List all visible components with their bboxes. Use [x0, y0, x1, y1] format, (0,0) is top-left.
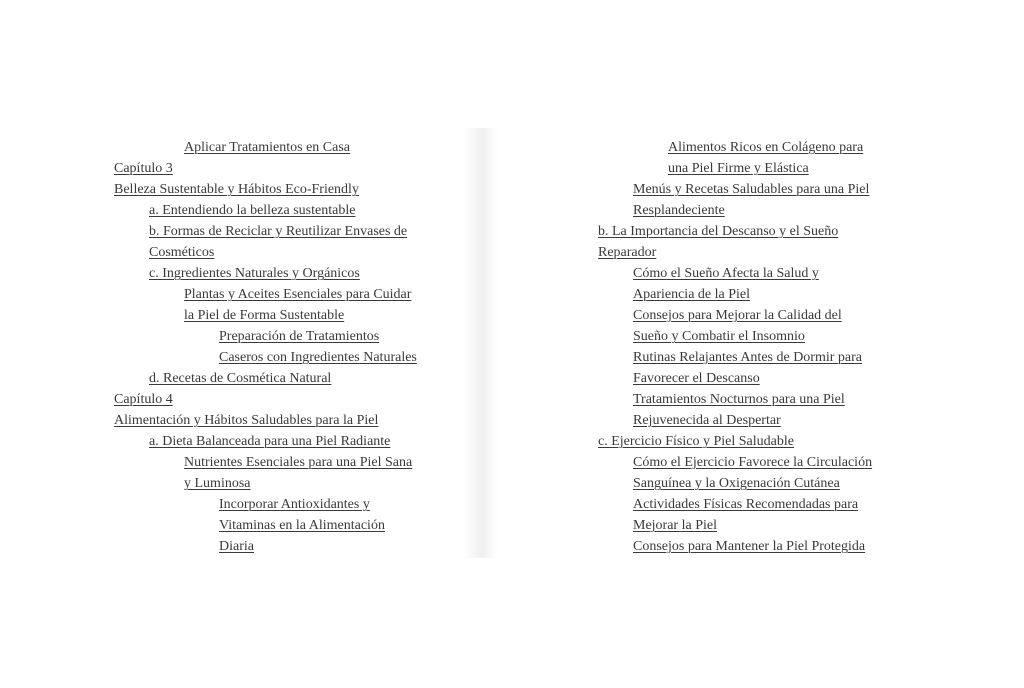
toc-entry [114, 515, 459, 536]
toc-entry [114, 473, 459, 494]
toc-link[interactable]: Cómo el Sueño Afecta la Salud y [633, 266, 819, 281]
toc-entry [598, 389, 913, 410]
toc-link[interactable]: Incorporar Antioxidantes y [219, 497, 370, 512]
toc-entry [598, 179, 913, 200]
toc-entry [598, 200, 913, 221]
toc-link[interactable]: Diaria [219, 539, 254, 554]
toc-entry [114, 326, 459, 347]
page-gutter-shadow [462, 128, 498, 558]
toc-link[interactable]: Consejos para Mejorar la Calidad del [633, 308, 842, 323]
toc-entry [114, 431, 459, 452]
toc-link[interactable]: Cómo el Ejercicio Favorece la Circulación [633, 455, 873, 470]
toc-link[interactable]: Sanguínea y la Oxigenación Cutánea [633, 476, 840, 491]
toc-link[interactable]: a. Dieta Balanceada para una Piel Radiante [149, 434, 391, 449]
toc-link[interactable]: Plantas y Aceites Esenciales para Cuidar [184, 287, 412, 302]
toc-entry [114, 389, 459, 410]
toc-entry [598, 242, 913, 263]
toc-link[interactable]: Reparador [598, 245, 657, 260]
toc-entry [598, 284, 913, 305]
toc-link[interactable]: Consejos para Mantener la Piel Protegida [633, 539, 866, 554]
toc-left-page [114, 137, 459, 557]
toc-entry [114, 368, 459, 389]
toc-link[interactable]: d. Recetas de Cosmética Natural [149, 371, 332, 386]
toc-entry [598, 158, 913, 179]
toc-link[interactable]: Capítulo 4 [114, 392, 173, 407]
toc-entry [114, 221, 459, 242]
toc-link[interactable]: Rejuvenecida al Despertar [633, 413, 781, 428]
toc-link[interactable]: Nutrientes Esenciales para una Piel Sana [184, 455, 413, 470]
toc-right-page [598, 137, 913, 557]
toc-entry [114, 347, 459, 368]
toc-link[interactable]: la Piel de Forma Sustentable [184, 308, 345, 323]
toc-entry [598, 137, 913, 158]
toc-entry [114, 284, 459, 305]
toc-entry [114, 494, 459, 515]
toc-link[interactable]: c. Ejercicio Físico y Piel Saludable [598, 434, 794, 449]
toc-entry [598, 494, 913, 515]
toc-entry [598, 452, 913, 473]
toc-entry [598, 536, 913, 557]
toc-entry [114, 452, 459, 473]
toc-link[interactable]: Tratamientos Nocturnos para una Piel [633, 392, 845, 407]
toc-entry [598, 347, 913, 368]
toc-link[interactable]: Mejorar la Piel [633, 518, 717, 533]
toc-link[interactable]: Aplicar Tratamientos en Casa [184, 140, 351, 155]
toc-entry [114, 305, 459, 326]
toc-link[interactable]: una Piel Firme y Elástica [668, 161, 809, 176]
toc-entry [114, 200, 459, 221]
toc-link[interactable]: Rutinas Relajantes Antes de Dormir para [633, 350, 862, 365]
toc-link[interactable]: y Luminosa [184, 476, 251, 491]
toc-link[interactable]: Capítulo 3 [114, 161, 173, 176]
toc-entry [114, 263, 459, 284]
toc-link[interactable]: b. La Importancia del Descanso y el Sueño [598, 224, 839, 239]
toc-entry [114, 410, 459, 431]
toc-entry [598, 368, 913, 389]
toc-entry [114, 137, 459, 158]
toc-link[interactable]: Alimentos Ricos en Colágeno para [668, 140, 864, 155]
toc-link[interactable]: Menús y Recetas Saludables para una Piel [633, 182, 870, 197]
toc-entry [114, 242, 459, 263]
toc-entry [114, 158, 459, 179]
toc-entry [598, 305, 913, 326]
toc-link[interactable]: Actividades Físicas Recomendadas para [633, 497, 859, 512]
toc-link[interactable]: Vitaminas en la Alimentación [219, 518, 385, 533]
toc-link[interactable]: Belleza Sustentable y Hábitos Eco-Friendly [114, 182, 359, 197]
toc-entry [598, 515, 913, 536]
toc-link[interactable]: Resplandeciente [633, 203, 725, 218]
toc-link[interactable]: a. Entendiendo la belleza sustentable [149, 203, 356, 218]
toc-entry [598, 431, 913, 452]
toc-entry [114, 179, 459, 200]
toc-link[interactable]: Alimentación y Hábitos Saludables para la Piel [114, 413, 379, 428]
toc-link[interactable]: c. Ingredientes Naturales y Orgánicos [149, 266, 360, 281]
toc-link[interactable]: Preparación de Tratamientos [219, 329, 380, 344]
toc-link[interactable]: b. Formas de Reciclar y Reutilizar Envases de [149, 224, 408, 239]
toc-entry [598, 473, 913, 494]
toc-entry [598, 263, 913, 284]
toc-entry [598, 410, 913, 431]
toc-link[interactable]: Cosméticos [149, 245, 215, 260]
toc-entry [598, 221, 913, 242]
toc-link[interactable]: Caseros con Ingredientes Naturales [219, 350, 417, 365]
toc-entry [598, 326, 913, 347]
toc-entry [114, 536, 459, 557]
toc-link[interactable]: Sueño y Combatir el Insomnio [633, 329, 805, 344]
toc-link[interactable]: Favorecer el Descanso [633, 371, 760, 386]
toc-link[interactable]: Apariencia de la Piel [633, 287, 751, 302]
